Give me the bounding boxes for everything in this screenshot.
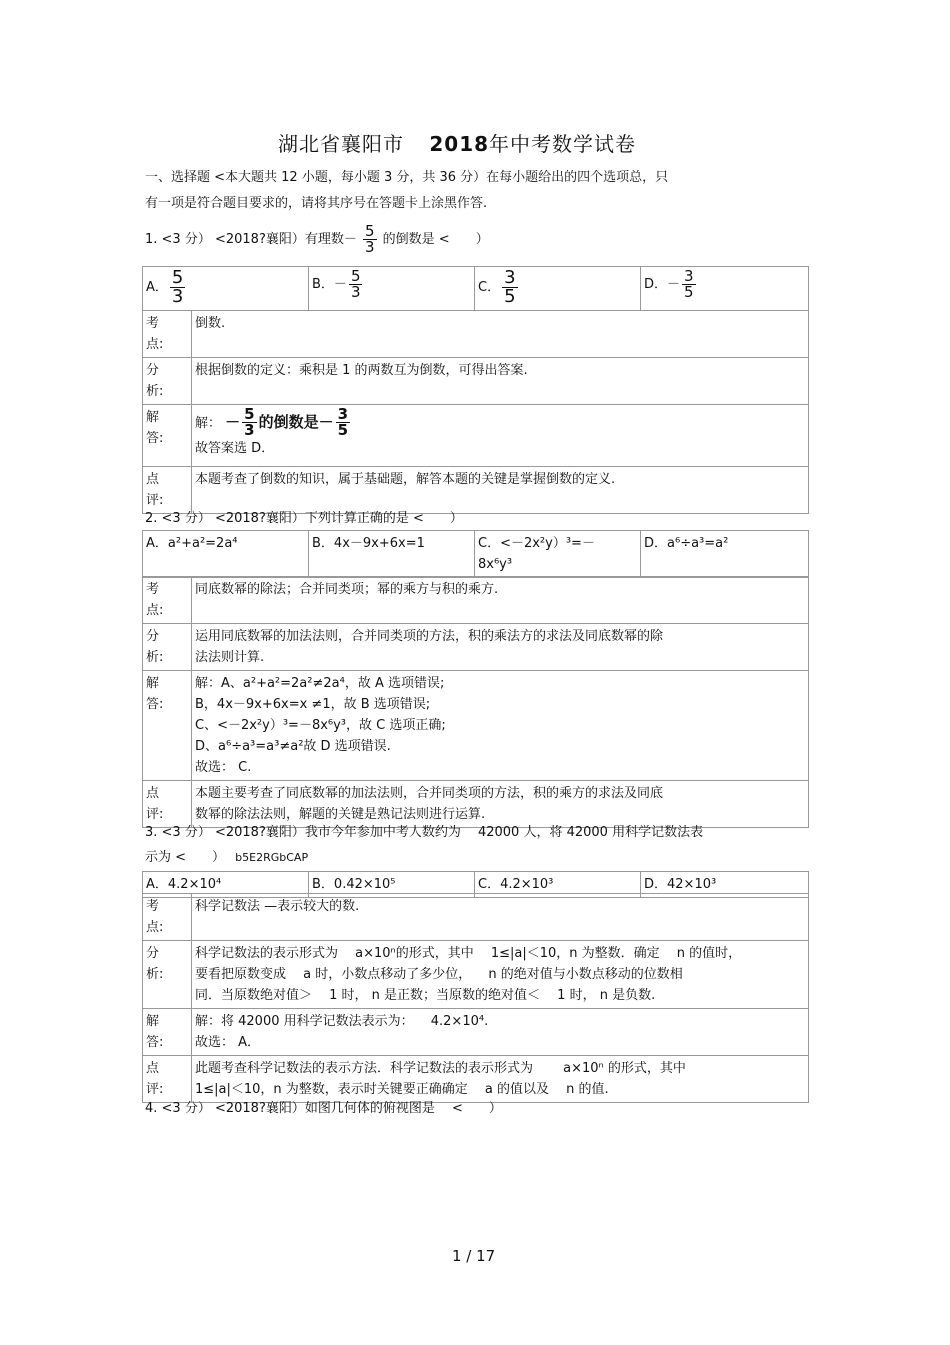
- q1-options-table: [142, 266, 809, 311]
- q1-jieda-text: 解： － $\frac{5}{3}$ 的倒数是－ $\frac{3}{5}$ 故答案选 D．: [192, 405, 809, 467]
- q3-stem-code: b5E2RGbCAP: [235, 851, 309, 864]
- q1-kaodian-label: 考 点:: [143, 311, 192, 358]
- section-intro-line-2: 有一项是符合题目要求的，请将其序号在答题卡上涂黑作答.: [145, 196, 488, 211]
- q2-fenxi-text: 运用同底数幂的加法法则，合并同类项的方法，积的乘法方的求法及同底数幂的除 法法则计算.: [192, 624, 809, 671]
- fraction-denominator: 3: [364, 238, 375, 256]
- q1-jieda-formula: － $\frac{5}{3}$ 的倒数是－ $\frac{3}{5}$: [225, 405, 349, 439]
- title-suffix: 年中考数学试卷: [489, 132, 637, 156]
- q2-dianping-label: 点 评:: [143, 781, 192, 828]
- q2-option-c: C．<－2x²y）³=－ 8x⁶y³: [475, 531, 641, 578]
- q3-stem-line-2: 示为 < ） b5E2RGbCAP: [145, 850, 309, 865]
- q3-kaodian-label: 考 点:: [143, 894, 192, 941]
- q2-jieda-text: 解：A、a²+a²=2a²≠2a⁴，故 A 选项错误; B，4x－9x+6x=x ≠1，故 B 选项错误; C、<－2x²y）³=－8x⁶y³，故 C 选项正确; D、a⁶÷a³=a³≠a²故 D 选项错误. 故选： C.: [192, 671, 809, 781]
- q3-option-a: A．4.2×10⁴: [143, 872, 309, 898]
- q1-option-c: C． $\frac{3}{5}$: [475, 267, 641, 311]
- q3-stem-line-1: 3. <3 分） <2018?襄阳）我市今年参加中考人数约为 42000 人，将 42000 用科学记数法表: [145, 825, 704, 840]
- section-intro-line-1: 一、选择题 <本大题共 12 小题，每小题 3 分，共 36 分）在每小题给出的四个选项总，只: [145, 170, 669, 185]
- q3-fenxi-text: 科学记数法的表示形式为 a×10ⁿ的形式，其中 1≤|a|＜10，n 为整数．确定 n 的值时， 要看把原数变成 a 时，小数点移动了多少位， n 的绝对值与小数点移动的位数相 同．当原数绝对值＞ 1 时， n 是正数；当原数的绝对值＜ 1 时， n 是负数.: [192, 941, 809, 1009]
- q4-stem: 4. <3 分） <2018?襄阳）如图几何体的俯视图是 < ）: [145, 1101, 502, 1116]
- q3-dianping-text: 此题考查科学记数法的表示方法．科学记数法的表示形式为 a×10ⁿ 的形式，其中 1≤|a|＜10，n 为整数，表示时关键要正确确定 a 的值以及 n 的值.: [192, 1056, 809, 1103]
- q3-option-d: D．42×10³: [641, 872, 809, 898]
- q2-option-b: B．4x－9x+6x=1: [309, 531, 475, 578]
- q1-option-d: D．－ $\frac{3}{5}$: [641, 267, 809, 311]
- q2-kaodian-label: 考 点:: [143, 577, 192, 624]
- q3-fenxi-label: 分 析:: [143, 941, 192, 1009]
- q1-stem-fraction: [363, 224, 377, 255]
- q1-fenxi-text: 根据倒数的定义：乘积是 1 的两数互为倒数，可得出答案.: [192, 358, 809, 405]
- q2-dianping-text: 本题主要考查了同底数幂的加法法则，合并同类项的方法，积的乘方的求法及同底 数幂的除法法则，解题的关键是熟记法则进行运算.: [192, 781, 809, 828]
- q2-jieda-label: 解 答:: [143, 671, 192, 781]
- q2-stem: 2. <3 分） <2018?襄阳）下列计算正确的是 < ）: [145, 511, 463, 526]
- q1-dianping-label: 点 评:: [143, 467, 192, 514]
- q1-stem-text: 1. <3 分） <2018?襄阳）有理数－: [145, 232, 357, 247]
- q1-stem-tail: 的倒数是 < ）: [382, 232, 489, 247]
- q2-fenxi-label: 分 析:: [143, 624, 192, 671]
- q3-jieda-text: 解：将 42000 用科学记数法表示为： 4.2×10⁴. 故选： A．: [192, 1009, 809, 1056]
- q1-stem: [145, 224, 489, 255]
- q1-option-b: B．－ $\frac{5}{3}$: [309, 267, 475, 311]
- q3-kaodian-text: 科学记数法 —表示较大的数.: [192, 894, 809, 941]
- q1-analysis-table: [142, 310, 809, 514]
- fraction-numerator: 5: [364, 222, 375, 240]
- q3-option-c: C．4.2×10³: [475, 872, 641, 898]
- q1-jieda-label: 解 答:: [143, 405, 192, 467]
- q2-analysis-table: [142, 576, 809, 828]
- page-number: 1 / 17: [452, 1247, 496, 1265]
- page-title: [278, 128, 636, 157]
- q1-dianping-text: 本题考查了倒数的知识，属于基础题，解答本题的关键是掌握倒数的定义.: [192, 467, 809, 514]
- q1-option-a: A． $\frac{5}{3}$: [143, 267, 309, 311]
- q3-analysis-table: [142, 893, 809, 1103]
- q2-options-table: [142, 530, 809, 578]
- q1-kaodian-text: 倒数.: [192, 311, 809, 358]
- q2-option-a: A．a²+a²=2a⁴: [143, 531, 309, 578]
- q3-option-b: B．0.42×10⁵: [309, 872, 475, 898]
- q2-option-d: D．a⁶÷a³=a²: [641, 531, 809, 578]
- q1-fenxi-label: 分 析:: [143, 358, 192, 405]
- q3-dianping-label: 点 评:: [143, 1056, 192, 1103]
- title-year: 2018: [429, 132, 490, 156]
- q3-jieda-label: 解 答:: [143, 1009, 192, 1056]
- title-region: 湖北省襄阳市: [278, 132, 404, 156]
- q2-kaodian-text: 同底数幂的除法；合并同类项；幂的乘方与积的乘方.: [192, 577, 809, 624]
